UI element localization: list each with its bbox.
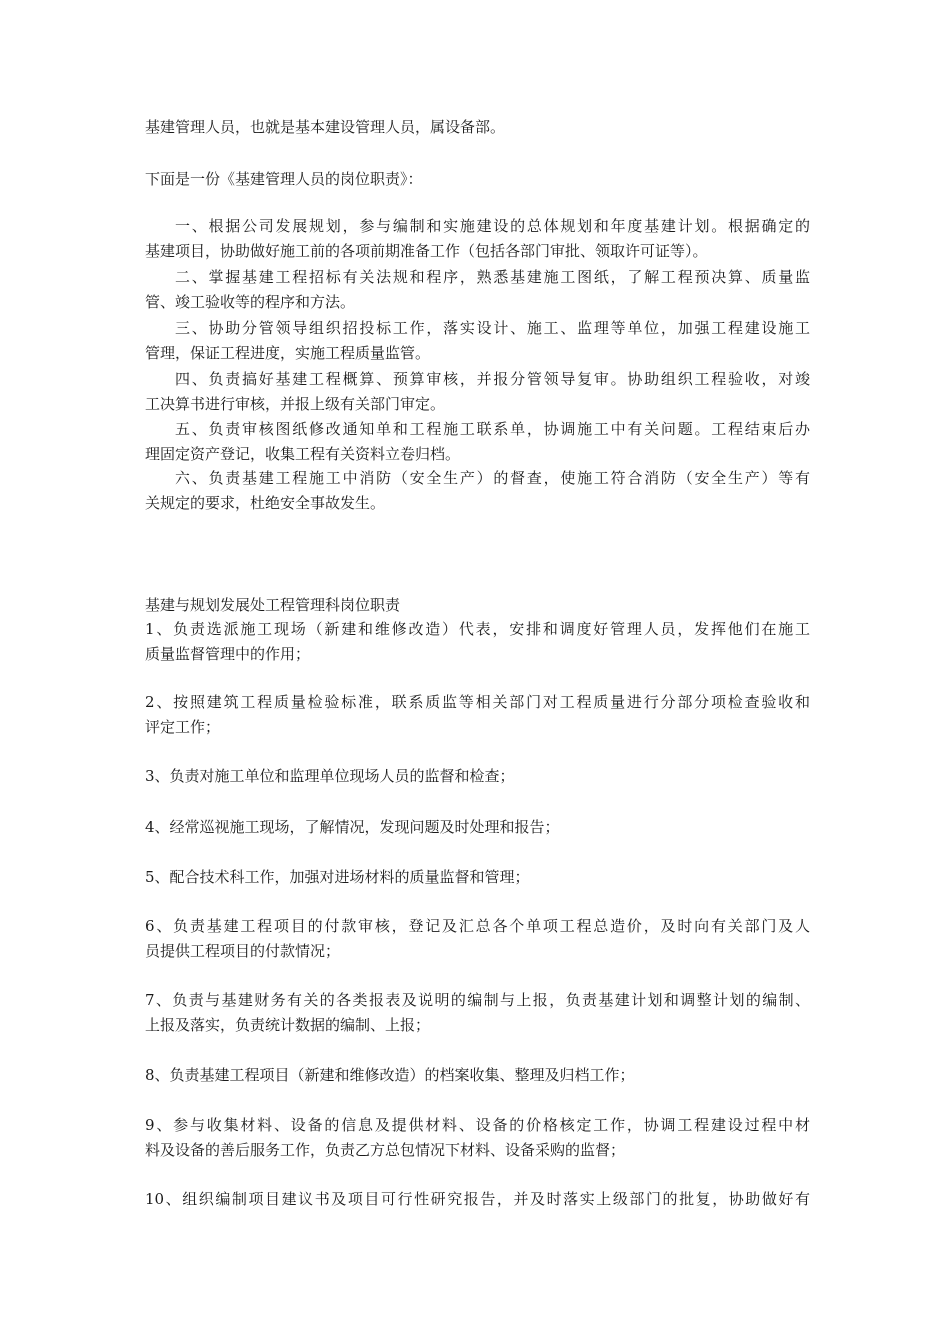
duty-4-line-2: 工决算书进行审核，并报上级有关部门审定。	[145, 395, 446, 413]
item-9-line-1: 9、参与收集材料、设备的信息及提供材料、设备的价格核定工作，协调工程建设过程中材	[145, 1116, 810, 1134]
item-8-line-1: 8、负责基建工程项目（新建和维修改造）的档案收集、整理及归档工作；	[145, 1066, 635, 1084]
duty-2-line-1: 二、掌握基建工程招标有关法规和程序，熟悉基建施工图纸，了解工程预决算、质量监	[175, 268, 810, 286]
item-9-line-2: 料及设备的善后服务工作，负责乙方总包情况下材料、设备采购的监督；	[145, 1141, 626, 1159]
item-7-line-2: 上报及落实，负责统计数据的编制、上报；	[145, 1016, 431, 1034]
item-2-line-1: 2、按照建筑工程质量检验标准，联系质监等相关部门对工程质量进行分部分项检查验收和	[145, 693, 810, 711]
section-2-title: 基建与规划发展处工程管理科岗位职责	[145, 596, 401, 614]
duty-5-line-2: 理固定资产登记，收集工程有关资料立卷归档。	[145, 445, 461, 463]
item-6-line-1: 6、负责基建工程项目的付款审核，登记及汇总各个单项工程总造价，及时向有关部门及人	[145, 917, 810, 935]
item-7-line-1: 7、负责与基建财务有关的各类报表及说明的编制与上报，负责基建计划和调整计划的编制、	[145, 991, 810, 1009]
duty-3-line-2: 管理，保证工程进度，实施工程质量监管。	[145, 344, 431, 362]
item-1-line-1: 1、负责选派施工现场（新建和维修改造）代表，安排和调度好管理人员，发挥他们在施工	[145, 620, 810, 638]
item-10-line-1: 10、组织编制项目建议书及项目可行性研究报告，并及时落实上级部门的批复，协助做好有	[145, 1190, 810, 1208]
duty-6-line-1: 六、负责基建工程施工中消防（安全生产）的督查，使施工符合消防（安全生产）等有	[175, 469, 810, 487]
duty-6-line-2: 关规定的要求，杜绝安全事故发生。	[145, 494, 386, 512]
item-2-line-2: 评定工作；	[145, 718, 221, 736]
item-6-line-2: 员提供工程项目的付款情况；	[145, 942, 341, 960]
duty-4-line-1: 四、负责搞好基建工程概算、预算审核，并报分管领导复审。协助组织工程验收，对竣	[175, 370, 810, 388]
intro-line-1: 基建管理人员，也就是基本建设管理人员，属设备部。	[145, 118, 506, 136]
duty-1-line-1: 一、根据公司发展规划，参与编制和实施建设的总体规划和年度基建计划。根据确定的	[175, 217, 810, 235]
duty-1-line-2: 基建项目，协助做好施工前的各项前期准备工作（包括各部门审批、领取许可证等）。	[145, 242, 708, 260]
duty-5-line-1: 五、负责审核图纸修改通知单和工程施工联系单，协调施工中有关问题。工程结束后办	[175, 420, 810, 438]
item-3-line-1: 3、负责对施工单位和监理单位现场人员的监督和检查；	[145, 767, 515, 785]
item-4-line-1: 4、经常巡视施工现场，了解情况，发现问题及时处理和报告；	[145, 818, 560, 836]
item-5-line-1: 5、配合技术科工作，加强对进场材料的质量监督和管理；	[145, 868, 530, 886]
duty-2-line-2: 管、竣工验收等的程序和方法。	[145, 293, 356, 311]
item-1-line-2: 质量监督管理中的作用；	[145, 645, 311, 663]
duty-3-line-1: 三、协助分管领导组织招投标工作，落实设计、施工、监理等单位，加强工程建设施工	[175, 319, 810, 337]
intro-line-2: 下面是一份《基建管理人员的岗位职责》：	[145, 170, 423, 188]
